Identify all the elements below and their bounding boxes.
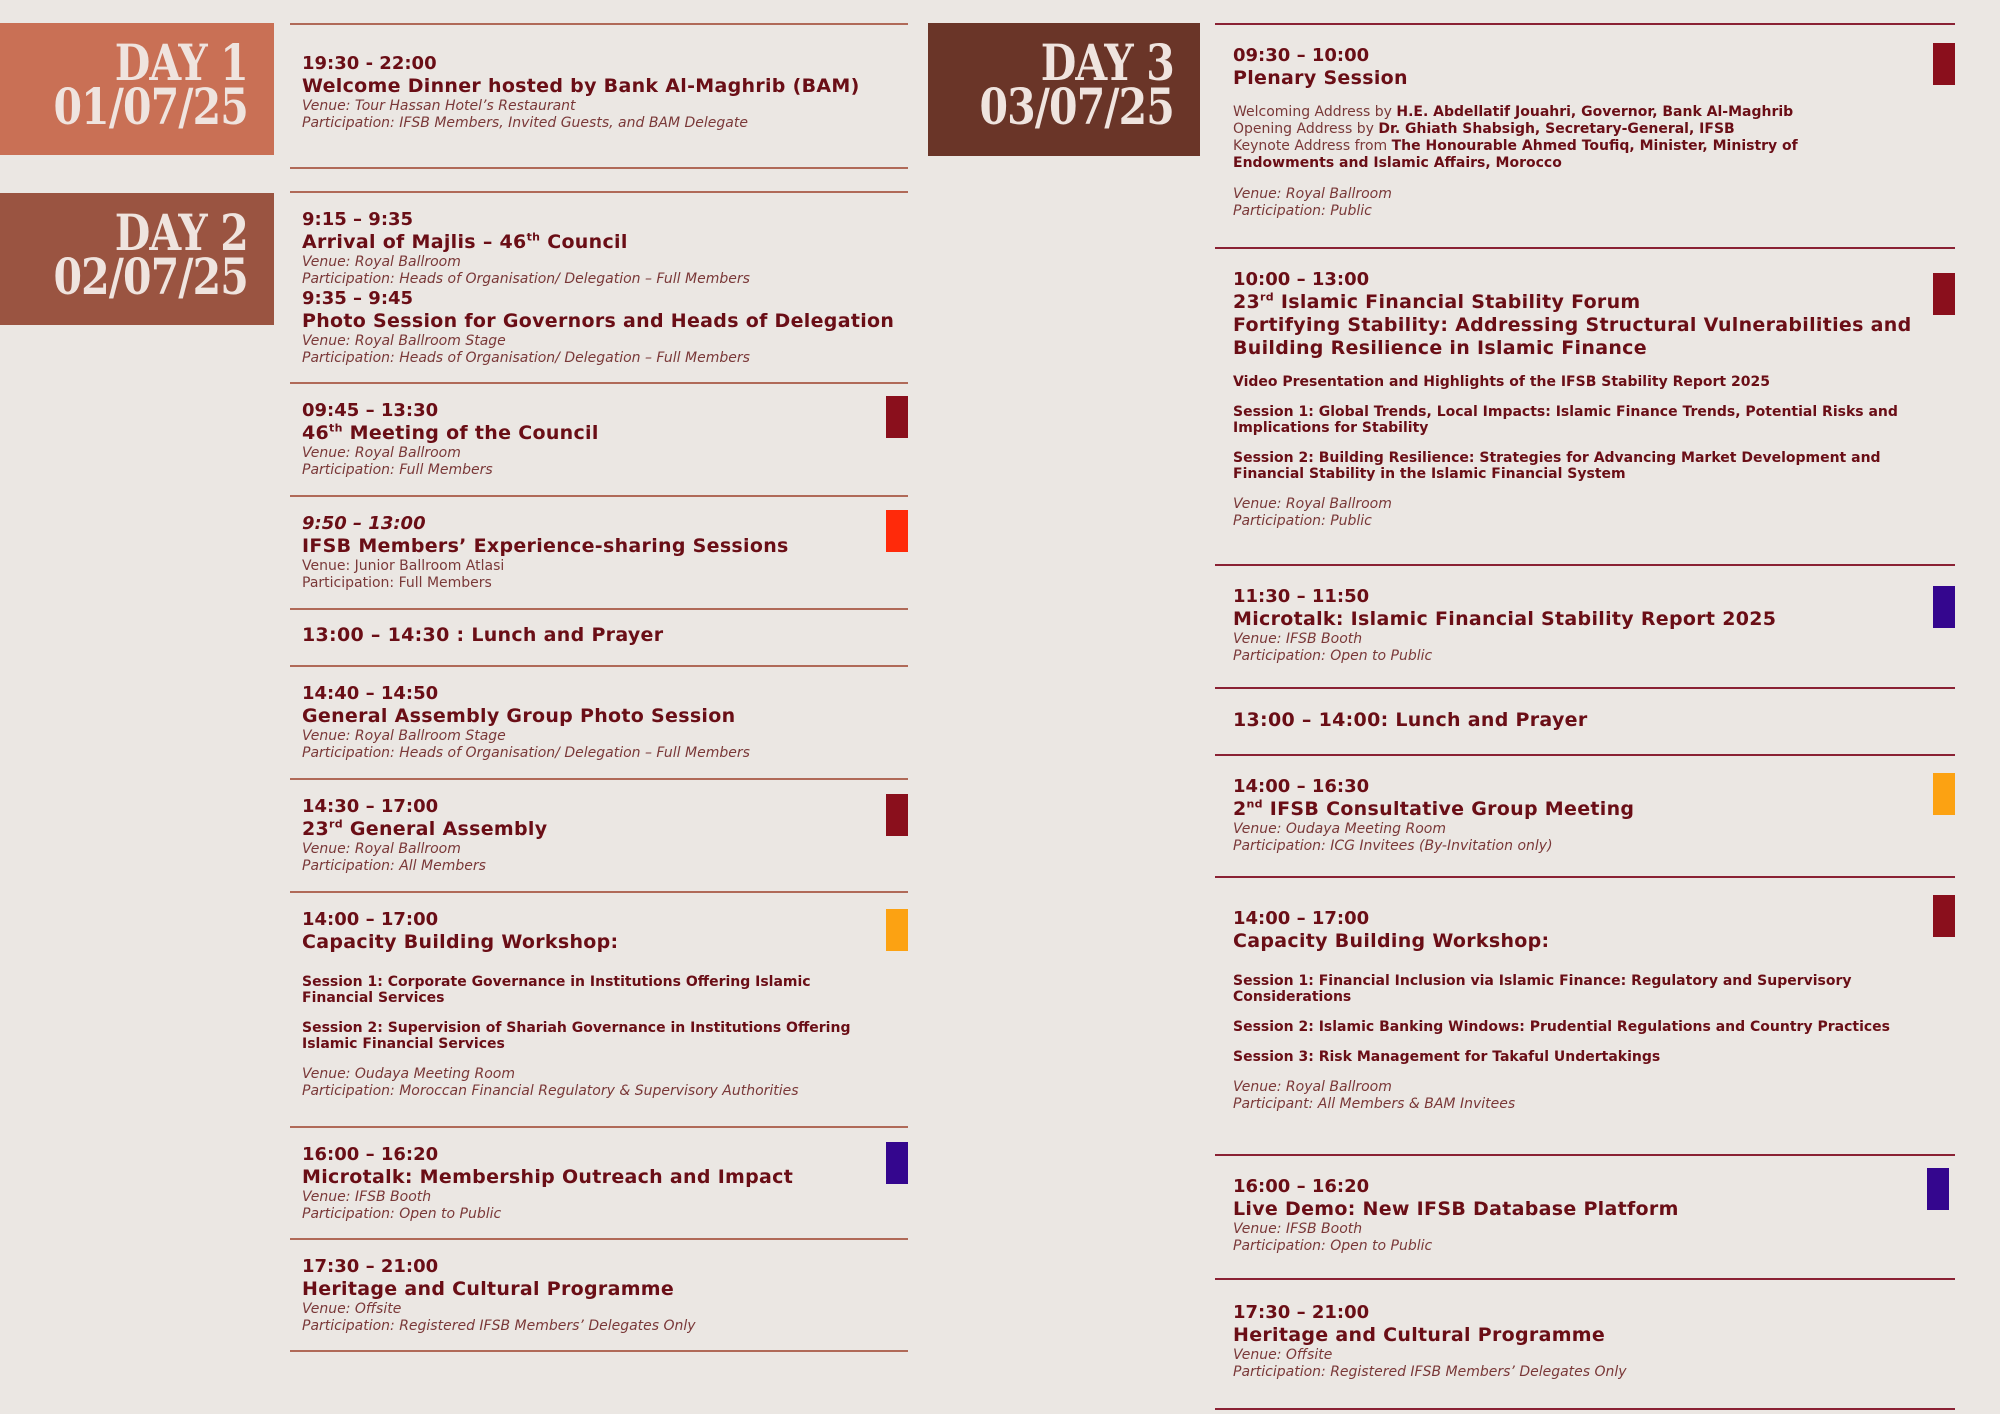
event-venue: Venue: Offsite — [1233, 1347, 1333, 1363]
event-time: 9:15 – 9:35 — [302, 209, 414, 230]
day2-schedule — [290, 191, 908, 1352]
event-time: 17:30 – 21:00 — [1233, 1302, 1370, 1323]
day2-label: DAY 2 — [114, 203, 248, 262]
event-title: Plenary Session — [1233, 67, 1408, 89]
day2-header — [0, 193, 274, 325]
day3-header — [928, 23, 1200, 156]
event-venue: Venue: Royal Ballroom — [302, 254, 461, 270]
event-title: Capacity Building Workshop: — [1233, 930, 1550, 952]
event-microtalk-membership — [290, 1128, 908, 1238]
day1-label: DAY 1 — [114, 33, 248, 92]
event-stability-forum — [1215, 249, 1955, 564]
category-marker — [1933, 773, 1955, 815]
address-line: Keynote Address from The Honourable Ahmed Toufiq, Minister, Ministry of Endowments and Islamic Affairs, Morocco — [1233, 138, 1798, 171]
event-title: Microtalk: Membership Outreach and Impact — [302, 1166, 794, 1188]
event-participation: Participation: Public — [1233, 203, 1372, 219]
category-marker — [886, 1142, 908, 1184]
event-time: 16:00 – 16:20 — [302, 1144, 439, 1165]
event-capacity-workshop-day2 — [290, 893, 908, 1126]
event-title: Microtalk: Islamic Financial Stability Report 2025 — [1233, 608, 1777, 630]
divider — [1215, 1408, 1955, 1410]
event-participation: Participation: Heads of Organisation/ Delegation – Full Members — [302, 271, 750, 287]
event-participation: Participation: Open to Public — [302, 1206, 502, 1222]
day1-header — [0, 23, 274, 155]
event-venue: Venue: Royal Ballroom — [1233, 496, 1392, 512]
event-title: Live Demo: New IFSB Database Platform — [1233, 1198, 1679, 1220]
session-item: Session 3: Risk Management for Takaful Undertakings — [1233, 1049, 1661, 1065]
day3-label: DAY 3 — [1040, 33, 1174, 92]
event-time: 9:35 – 9:45 — [302, 288, 414, 309]
session-item: Session 2: Building Resilience: Strategies for Advancing Market Development and Financial Stability in the Islamic Financial System — [1233, 450, 1881, 482]
event-participation: Participation: Registered IFSB Members’ Delegates Only — [1233, 1364, 1627, 1380]
category-marker — [1933, 273, 1955, 315]
category-marker — [1933, 895, 1955, 937]
event-title: 23rd Islamic Financial Stability Forum — [1233, 290, 1641, 313]
event-title: 46th Meeting of the Council — [302, 421, 599, 444]
event-title: 2nd IFSB Consultative Group Meeting — [1233, 797, 1635, 820]
event-title: Heritage and Cultural Programme — [302, 1278, 675, 1300]
event-plenary-session — [1215, 25, 1955, 247]
event-time: 14:00 – 17:00 — [1233, 908, 1370, 929]
event-lunch-prayer — [290, 610, 908, 665]
event-time: 09:45 – 13:30 — [302, 400, 439, 421]
event-participation: Participation: Registered IFSB Members’ Delegates Only — [302, 1318, 696, 1334]
event-title: Arrival of Majlis – 46th Council — [302, 230, 628, 253]
event-time: 11:30 – 11:50 — [1233, 586, 1370, 607]
session-item: Session 2: Islamic Banking Windows: Prudential Regulations and Country Practices — [1233, 1019, 1890, 1035]
event-participation: Participation: Open to Public — [1233, 1238, 1433, 1254]
event-experience-sharing — [290, 497, 908, 608]
event-title: Welcome Dinner hosted by Bank Al-Maghrib (BAM) — [302, 75, 860, 97]
event-participation: Participation: Public — [1233, 513, 1372, 529]
event-time: 14:00 – 16:30 — [1233, 776, 1370, 797]
divider — [290, 1350, 908, 1352]
event-venue: Venue: IFSB Booth — [302, 1189, 432, 1205]
address-line: Welcoming Address by H.E. Abdellatif Jouahri, Governor, Bank Al-Maghrib — [1233, 104, 1794, 120]
category-marker — [886, 794, 908, 836]
event-venue: Venue: Royal Ballroom — [1233, 186, 1392, 202]
event-venue: Venue: Royal Ballroom — [302, 841, 461, 857]
session-item: Session 1: Financial Inclusion via Islamic Finance: Regulatory and Supervisory Considerations — [1233, 973, 1852, 1005]
event-time: 14:00 – 17:00 — [302, 909, 439, 930]
category-marker — [886, 909, 908, 951]
event-title: Photo Session for Governors and Heads of Delegation — [302, 310, 895, 332]
event-live-demo — [1215, 1156, 1955, 1278]
event-subtitle: Fortifying Stability: Addressing Structural Vulnerabilities and Building Resilience in Islamic Finance — [1233, 314, 1912, 359]
event-title: IFSB Members’ Experience-sharing Sessions — [302, 535, 789, 557]
category-marker — [1933, 43, 1955, 85]
event-time: 17:30 – 21:00 — [302, 1256, 439, 1277]
event-title: 13:00 – 14:00: Lunch and Prayer — [1233, 709, 1588, 731]
event-participation: Participation: All Members — [302, 858, 486, 874]
event-venue: Venue: Royal Ballroom Stage — [302, 333, 506, 349]
day1-schedule — [290, 23, 908, 169]
event-venue: Venue: IFSB Booth — [1233, 631, 1363, 647]
event-venue: Venue: Tour Hassan Hotel’s Restaurant — [302, 98, 576, 114]
event-participation: Participation: Moroccan Financial Regulatory & Supervisory Authorities — [302, 1083, 799, 1099]
event-venue: Venue: Royal Ballroom — [302, 445, 461, 461]
event-time: 10:00 – 13:00 — [1233, 269, 1370, 290]
category-marker — [886, 510, 908, 552]
session-item: Session 1: Corporate Governance in Institutions Offering Islamic Financial Services — [302, 974, 811, 1006]
event-group-photo — [290, 667, 908, 778]
event-title: 13:00 – 14:30 : Lunch and Prayer — [302, 624, 664, 646]
event-time: 14:30 – 17:00 — [302, 796, 439, 817]
event-time: 09:30 – 10:00 — [1233, 45, 1370, 66]
event-title: Heritage and Cultural Programme — [1233, 1324, 1606, 1346]
event-time: 9:50 – 13:00 — [302, 513, 426, 534]
event-participation: Participation: IFSB Members, Invited Guests, and BAM Delegate — [302, 115, 748, 131]
event-title: General Assembly Group Photo Session — [302, 705, 736, 727]
event-heritage-day2 — [290, 1240, 908, 1350]
event-council-meeting — [290, 384, 908, 495]
event-microtalk-stability — [1215, 566, 1955, 687]
day3-date: 03/07/25 — [979, 77, 1174, 136]
day1-date: 01/07/25 — [53, 77, 248, 136]
event-arrival-majlis — [290, 193, 908, 382]
day2-date: 02/07/25 — [53, 247, 248, 306]
event-time: 16:00 – 16:20 — [1233, 1176, 1370, 1197]
event-consultative-group — [1215, 756, 1955, 876]
event-participation: Participation: Full Members — [302, 575, 492, 591]
event-venue: Venue: Offsite — [302, 1301, 402, 1317]
event-participation: Participation: ICG Invitees (By-Invitation only) — [1233, 838, 1553, 854]
event-venue: Venue: Oudaya Meeting Room — [302, 1066, 515, 1082]
event-venue: Venue: IFSB Booth — [1233, 1221, 1363, 1237]
event-general-assembly — [290, 780, 908, 891]
category-marker — [1927, 1168, 1949, 1210]
address-line: Opening Address by Dr. Ghiath Shabsigh, Secretary-General, IFSB — [1233, 121, 1735, 137]
event-venue: Venue: Royal Ballroom — [1233, 1079, 1392, 1095]
event-participation: Participant: All Members & BAM Invitees — [1233, 1096, 1516, 1112]
event-venue: Venue: Junior Ballroom Atlasi — [302, 558, 505, 574]
event-capacity-workshop-day3 — [1215, 878, 1955, 1154]
event-venue: Venue: Oudaya Meeting Room — [1233, 821, 1446, 837]
event-venue: Venue: Royal Ballroom Stage — [302, 728, 506, 744]
event-participation: Participation: Open to Public — [1233, 648, 1433, 664]
event-title: 23rd General Assembly — [302, 817, 548, 840]
session-item: Video Presentation and Highlights of the IFSB Stability Report 2025 — [1233, 374, 1770, 390]
event-title: Capacity Building Workshop: — [302, 931, 619, 953]
event-participation: Participation: Heads of Organisation/ Delegation – Full Members — [302, 745, 750, 761]
divider — [290, 167, 908, 169]
day3-schedule — [1215, 23, 1955, 1410]
category-marker — [886, 396, 908, 438]
event-time: 19:30 - 22:00 — [302, 53, 437, 74]
event-lunch-prayer-day3 — [1215, 689, 1955, 754]
event-participation: Participation: Heads of Organisation/ Delegation – Full Members — [302, 350, 750, 366]
event-heritage-day3 — [1215, 1280, 1955, 1408]
session-item: Session 1: Global Trends, Local Impacts: Islamic Finance Trends, Potential Risks and Implications for Stability — [1233, 404, 1898, 436]
category-marker — [1933, 586, 1955, 628]
event-time: 14:40 – 14:50 — [302, 683, 439, 704]
session-item: Session 2: Supervision of Shariah Governance in Institutions Offering Islamic Financial Services — [302, 1020, 851, 1052]
event-welcome-dinner — [290, 25, 908, 167]
event-participation: Participation: Full Members — [302, 462, 493, 478]
